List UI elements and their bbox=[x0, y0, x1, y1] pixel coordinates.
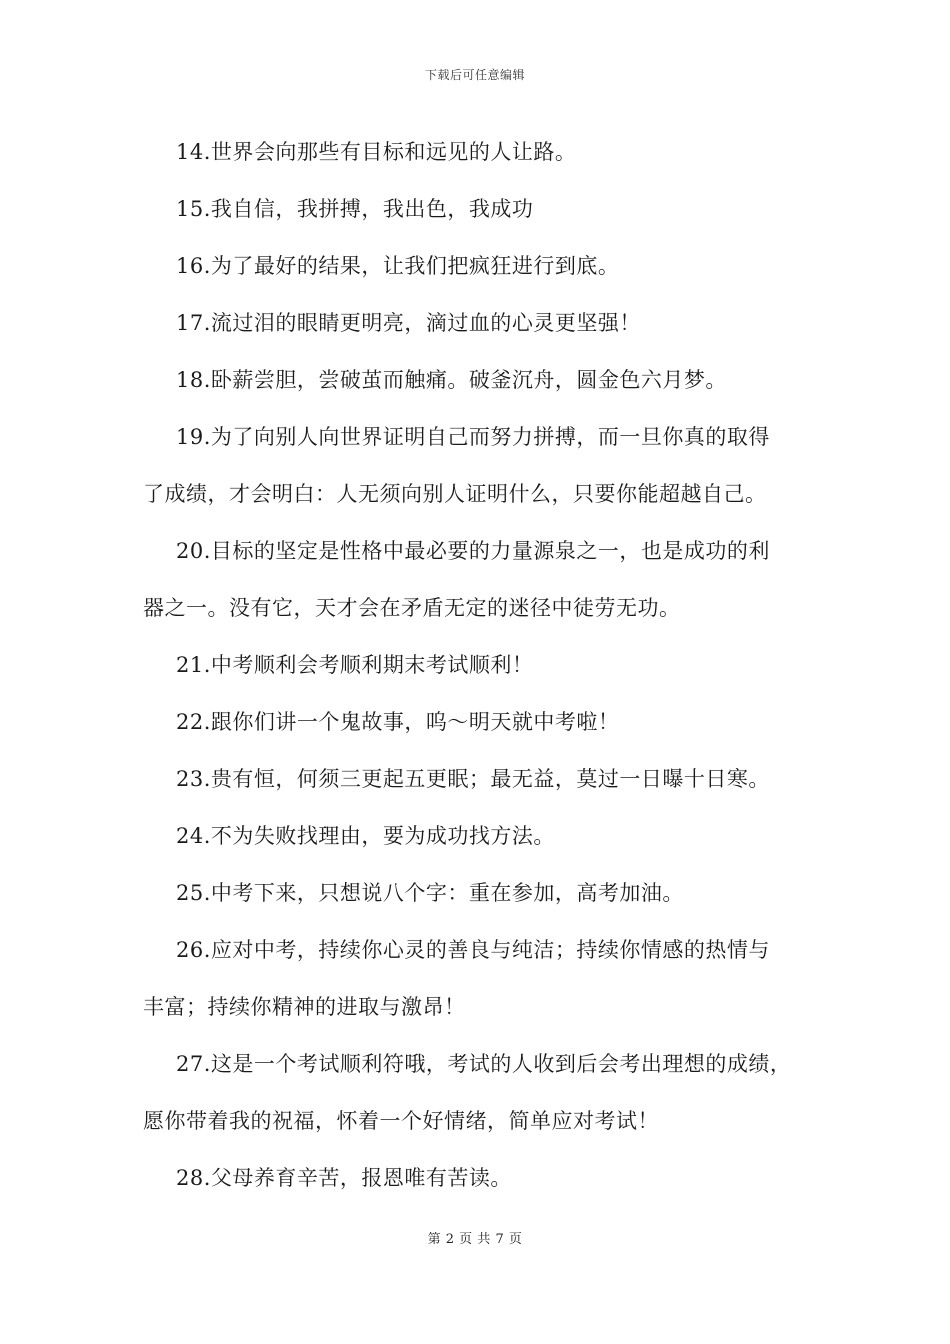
paragraph-17: 17.流过泪的眼睛更明亮，滴过血的心灵更坚强！ bbox=[176, 311, 641, 335]
paragraph-23: 23.贵有恒，何须三更起五更眠；最无益，莫过一日曝十日寒。 bbox=[176, 767, 770, 791]
paragraph-28: 28.父母养育辛苦，报恩唯有苦读。 bbox=[176, 1166, 512, 1190]
paragraph-14: 14.世界会向那些有目标和远见的人让路。 bbox=[176, 140, 577, 164]
paragraph-27-line-2: 愿你带着我的祝福，怀着一个好情绪，简单应对考试！ bbox=[143, 1109, 659, 1133]
page-header: 下载后可任意编辑 bbox=[424, 68, 525, 82]
paragraph-20-line-2: 器之一。没有它，天才会在矛盾无定的迷径中徒劳无功。 bbox=[143, 596, 681, 620]
paragraph-27-line-1: 27.这是一个考试顺利符哦，考试的人收到后会考出理想的成绩， bbox=[176, 1052, 792, 1076]
paragraph-26-line-2: 丰富；持续你精神的进取与激昂！ bbox=[143, 995, 466, 1019]
page-number-footer: 第 2 页 共 7 页 bbox=[427, 1232, 523, 1247]
paragraph-18: 18.卧薪尝胆，尝破茧而触痛。破釜沉舟，圆金色六月梦。 bbox=[176, 368, 727, 392]
paragraph-26-line-1: 26.应对中考，持续你心灵的善良与纯洁；持续你情感的热情与 bbox=[176, 938, 770, 962]
paragraph-19-line-2: 了成绩，才会明白：人无须向别人证明什么，只要你能超越自己。 bbox=[143, 482, 767, 506]
paragraph-19-line-1: 19.为了向别人向世界证明自己而努力拼搏，而一旦你真的取得 bbox=[176, 425, 770, 449]
paragraph-24: 24.不为失败找理由，要为成功找方法。 bbox=[176, 824, 555, 848]
paragraph-20-line-1: 20.目标的坚定是性格中最必要的力量源泉之一，也是成功的利 bbox=[176, 539, 770, 563]
paragraph-16: 16.为了最好的结果，让我们把疯狂进行到底。 bbox=[176, 254, 620, 278]
paragraph-15: 15.我自信，我拼搏，我出色，我成功 bbox=[176, 197, 534, 221]
paragraph-22: 22.跟你们讲一个鬼故事，呜～明天就中考啦！ bbox=[176, 710, 620, 734]
paragraph-25: 25.中考下来，只想说八个字：重在参加，高考加油。 bbox=[176, 881, 684, 905]
paragraph-21: 21.中考顺利会考顺利期末考试顺利！ bbox=[176, 653, 534, 677]
